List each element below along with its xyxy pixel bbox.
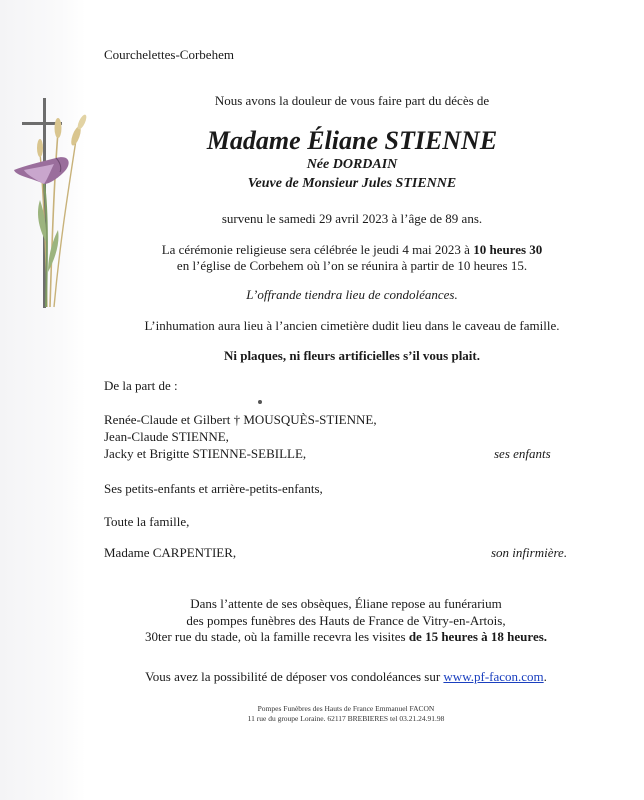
funeral-home-line-2: des pompes funèbres des Hauts de France de Vitry-en-Artois, [186, 613, 506, 628]
no-flowers-note: Ni plaques, ni fleurs artificielles s’il vous plait. [223, 348, 481, 363]
nurse-label: son infirmière. [491, 545, 568, 560]
family-child-3: Jacky et Brigitte STIENNE-SEBILLE, [104, 446, 307, 461]
date-of-death: survenu le samedi 29 avril 2023 à l’âge de 89 ans. [221, 211, 483, 226]
visit-address: 30ter rue du stade, où la famille recevra les visites [144, 629, 409, 644]
condolences-link[interactable]: www.pf-facon.com [443, 669, 544, 684]
footer-address: 11 rue du groupe Loraine. 62117 BREBIERES tel 03.21.24.91.98 [247, 714, 445, 723]
family-child-2: Jean-Claude STIENNE, [104, 429, 229, 444]
ceremony-line-2: en l’église de Corbehem où l’on se réunira à partir de 10 heures 15. [176, 258, 528, 273]
widow-of: Veuve de Monsieur Jules STIENNE [247, 176, 457, 191]
condolences-line [86, 669, 606, 685]
burial-note: L’inhumation aura lieu à l’ancien cimetière dudit lieu dans le caveau de famille. [144, 318, 560, 333]
ceremony-time: 10 heures 30 [473, 242, 543, 257]
funeral-home-line-1: Dans l’attente de ses obsèques, Éliane repose au funérarium [190, 596, 502, 611]
from-label: De la part de : [104, 378, 178, 393]
footer-company: Pompes Funèbres des Hauts de France Emmanuel FACON [257, 704, 435, 713]
whole-family-text: Toute la famille, [104, 514, 190, 529]
maiden-name: Née DORDAIN [306, 157, 398, 172]
intro-text: Nous avons la douleur de vous faire part du décès de [214, 93, 490, 108]
condolences-end: . [543, 669, 547, 684]
ceremony-line-1 [72, 242, 632, 258]
nurse-name: Madame CARPENTIER, [104, 545, 237, 560]
grandchildren-text: Ses petits-enfants et arrière-petits-enfants, [104, 481, 323, 496]
ceremony-text: La cérémonie religieuse sera célébrée le jeudi 4 mai 2023 à [161, 242, 474, 257]
family-child-1: Renée-Claude et Gilbert † MOUSQUÈS-STIENNE, [104, 412, 377, 427]
condolences-text: Vous avez la possibilité de déposer vos condoléances sur [145, 669, 444, 684]
funeral-home-line-3 [86, 629, 606, 645]
speck [258, 400, 262, 404]
visit-hours: de 15 heures à 18 heures. [408, 629, 548, 644]
children-label: ses enfants [494, 446, 551, 461]
deceased-name: Madame Éliane STIENNE [206, 126, 498, 155]
offering-note: L’offrande tiendra lieu de condoléances. [246, 287, 458, 302]
location-text: Courchelettes-Corbehem [104, 47, 234, 62]
